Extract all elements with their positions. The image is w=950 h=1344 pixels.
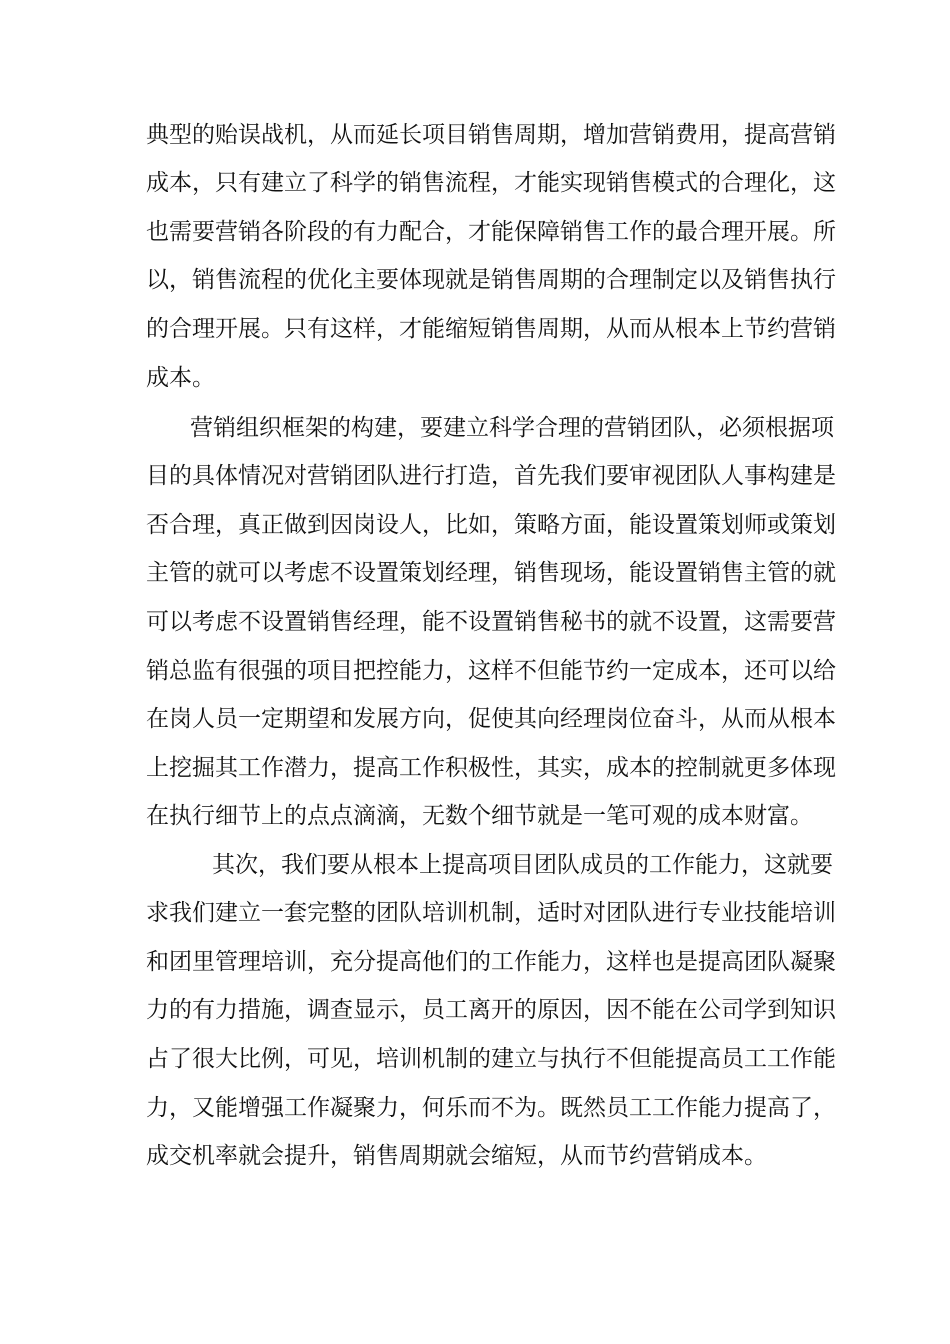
- paragraph-line: 以，销售流程的优化主要体现就是销售周期的合理制定以及销售执行: [146, 267, 836, 293]
- paragraph-line: 销总监有很强的项目把控能力，这样不但能节约一定成本，还可以给: [146, 658, 836, 684]
- paragraph-line: 成本。: [146, 365, 215, 391]
- paragraph-line: 占了很大比例，可见，培训机制的建立与执行不但能提高员工工作能: [146, 1046, 836, 1072]
- paragraph-line: 主管的就可以考虑不设置策划经理，销售现场，能设置销售主管的就: [146, 560, 836, 586]
- paragraph-line: 营销组织框架的构建，要建立科学合理的营销团队，必须根据项: [190, 415, 834, 441]
- paragraph-line: 成交机率就会提升，销售周期就会缩短，从而节约营销成本。: [146, 1143, 767, 1169]
- paragraph-line: 目的具体情况对营销团队进行打造，首先我们要审视团队人事构建是: [146, 463, 836, 489]
- paragraph-line: 典型的贻误战机，从而延长项目销售周期，增加营销费用，提高营销: [146, 122, 836, 148]
- paragraph-line: 可以考虑不设置销售经理，能不设置销售秘书的就不设置，这需要营: [146, 609, 836, 635]
- paragraph-line: 和团里管理培训，充分提高他们的工作能力，这样也是提高团队凝聚: [146, 949, 836, 975]
- paragraph-line: 在岗人员一定期望和发展方向，促使其向经理岗位奋斗，从而从根本: [146, 706, 836, 732]
- paragraph-line: 其次，我们要从根本上提高项目团队成员的工作能力，这就要: [212, 852, 833, 878]
- paragraph-line: 力，又能增强工作凝聚力，何乐而不为。既然员工工作能力提高了，: [146, 1095, 836, 1121]
- paragraph-line: 的合理开展。只有这样，才能缩短销售周期，从而从根本上节约营销: [146, 316, 836, 342]
- paragraph-line: 否合理，真正做到因岗设人，比如，策略方面，能设置策划师或策划: [146, 512, 836, 538]
- paragraph-line: 在执行细节上的点点滴滴，无数个细节就是一笔可观的成本财富。: [146, 803, 813, 829]
- paragraph-line: 也需要营销各阶段的有力配合，才能保障销售工作的最合理开展。所: [146, 219, 836, 245]
- paragraph-line: 成本，只有建立了科学的销售流程，才能实现销售模式的合理化，这: [146, 170, 836, 196]
- paragraph-line: 力的有力措施，调查显示，员工离开的原因，因不能在公司学到知识: [146, 997, 836, 1023]
- paragraph-line: 求我们建立一套完整的团队培训机制，适时对团队进行专业技能培训: [146, 900, 836, 926]
- paragraph-line: 上挖掘其工作潜力，提高工作积极性，其实，成本的控制就更多体现: [146, 755, 836, 781]
